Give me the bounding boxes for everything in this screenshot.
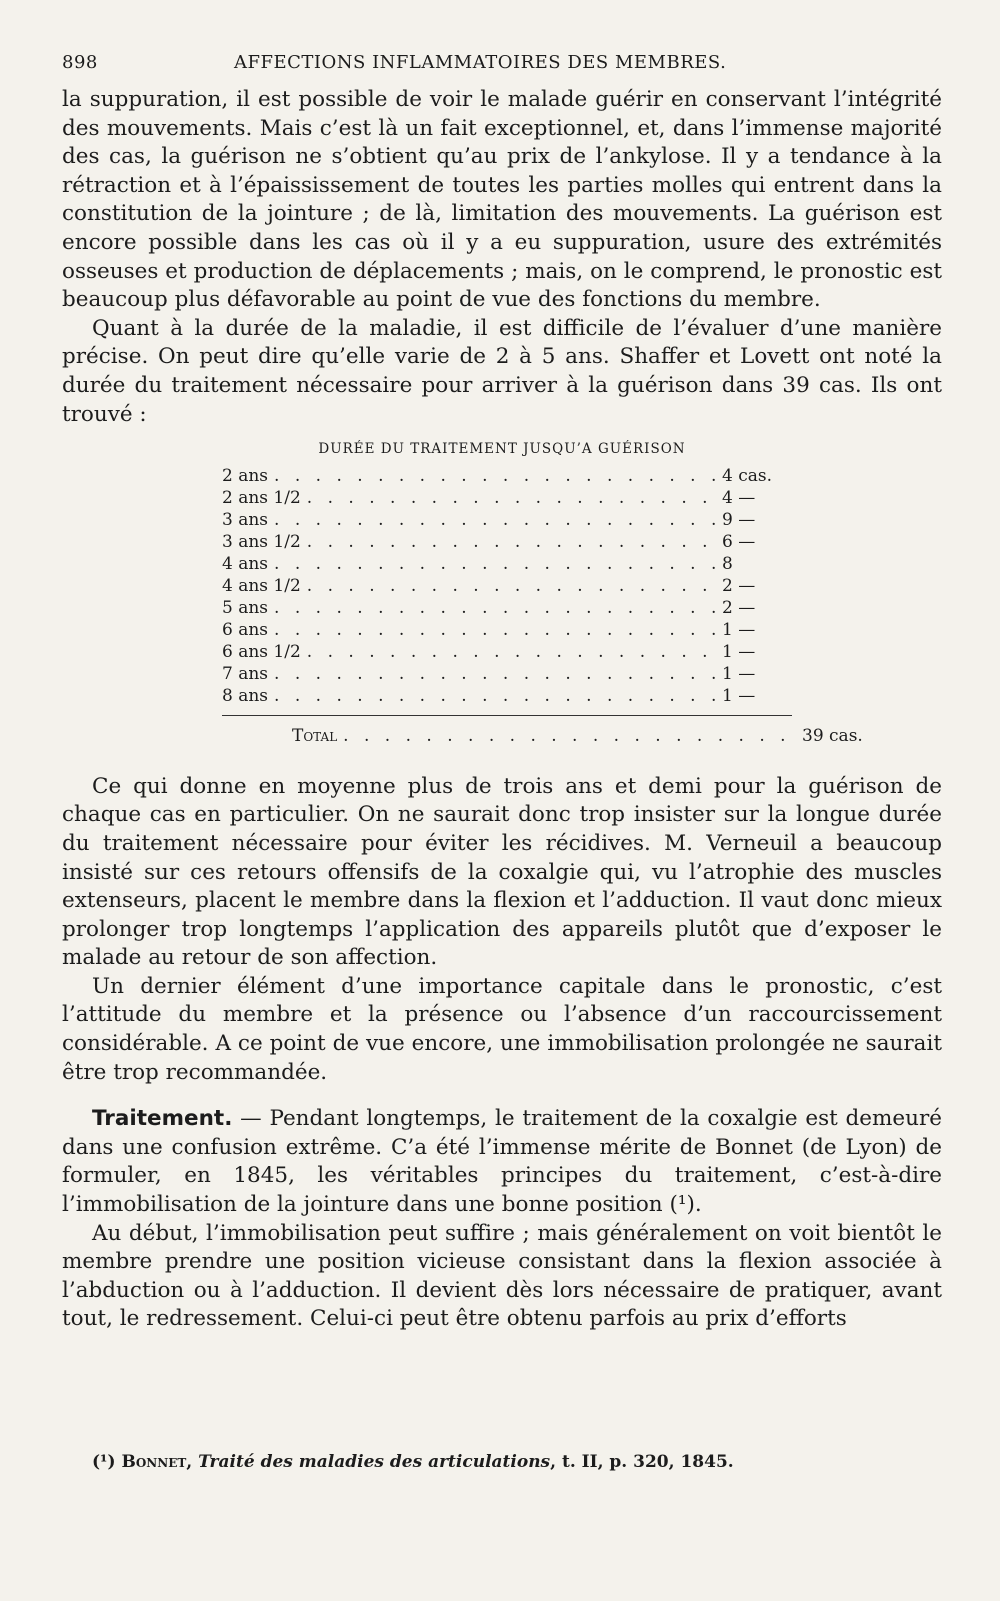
table-row [222,465,792,487]
row-count: 8 [722,554,733,575]
paragraph-6: Au début, l’immobilisation peut suffire ; mais généralement on voit bientôt le membre prendre une position vicieuse consistant dans la flexion associée à l’abduction ou à l’adduction. Il devient dès lors nécessaire de pratiquer, avant tout, le redressement. Celui-ci peut être obtenu parfois au prix d’efforts [62,1220,942,1332]
footnote-rest: , t. II, p. 320, 1845. [550,1452,734,1472]
row-count: 1 — [722,620,756,641]
paragraph-5-text: — Pendant longtemps, le traitement de la coxalgie est demeuré dans une confusion extrême. C’a été l’immense mérite de Bonnet (de Lyon) de formuler, en 1845, les véritables principes du traitement, c’est-à-dire l’immobilisation de la jointure dans une bonne position (¹). [62,1106,942,1218]
row-label: 5 ans [222,598,269,619]
table-row [222,685,792,707]
row-count: 4 — [722,488,756,509]
table-row [222,509,792,531]
table-row [222,663,792,685]
total-label: Total [292,726,338,747]
row-label: 3 ans 1/2 [222,532,301,553]
row-count: 6 — [722,532,756,553]
row-dots [301,487,722,509]
paragraph-4: Un dernier élément d’une importance capitale dans le pronostic, c’est l’attitude du membre et la présence ou l’absence d’un raccourcissement considérable. A ce point de vue encore, une immobilisation prolongée ne saurait être trop recommandée. [62,973,942,1085]
footnote-marker: (¹) [92,1452,122,1472]
row-dots [268,553,722,575]
footnote-work: Traité des maladies des articulations [198,1452,551,1472]
paragraph-1: la suppuration, il est possible de voir le malade guérir en conservant l’intégrité des mouvements. Mais c’est là un fait exceptionnel, et, dans l’immense majorité des cas, la guérison ne s’obtient qu’au prix de l’ankylose. Il y a tendance à la rétraction et à l’épaississement de toutes les parties molles qui entrent dans la constitution de la jointure ; de là, limitation des mouvements. La guérison est encore possible dans les cas où il y a eu suppuration, usure des extrémités osseuses et production de déplacements ; mais, on le comprend, le pronostic est beaucoup plus défavorable au point de vue des fonctions du membre. [62,87,942,313]
table-rule [222,715,792,716]
row-dots [268,509,722,531]
table-row [222,619,792,641]
table-title: DURÉE DU TRAITEMENT JUSQU’A GUÉRISON [318,441,686,458]
row-label: 6 ans 1/2 [222,642,301,663]
row-label: 4 ans 1/2 [222,576,301,597]
table-row [222,575,792,597]
table-row [222,531,792,553]
row-label: 6 ans [222,620,269,641]
row-label: 2 ans 1/2 [222,488,301,509]
row-label: 3 ans [222,510,269,531]
body-text [62,86,942,1334]
footnote [92,1452,942,1472]
row-dots [301,641,722,663]
row-count: 1 — [722,686,756,707]
table-row [222,487,792,509]
row-dots [268,685,722,707]
table-row [222,553,792,575]
paragraph-3: Ce qui donne en moyenne plus de trois ans et demi pour la guérison de chaque cas en particulier. On ne saurait donc trop insister sur la longue durée du traitement nécessaire pour éviter les récidives. M. Verneuil a beaucoup insisté sur ces retours offensifs de la coxalgie qui, vu l’atrophie des muscles extenseurs, placent le membre dans la flexion et l’adduction. Il vaut donc mieux prolonger trop longtemps l’application des appareils plutôt que d’exposer le malade au retour de son affection. [62,773,942,971]
row-count: 1 — [722,642,756,663]
table-row [222,641,792,663]
row-dots [301,531,722,553]
row-count: 2 — [722,576,756,597]
row-count: 9 — [722,510,756,531]
row-label: 7 ans [222,664,269,685]
row-label: 2 ans [222,466,269,487]
paragraph-5 [62,1105,942,1219]
row-label: 8 ans [222,686,269,707]
paragraph-2: Quant à la durée de la maladie, il est difficile de l’évaluer d’une manière précise. On peut dire qu’elle varie de 2 à 5 ans. Shaffer et Lovett ont noté la durée du traitement nécessaire pour arriver à la guérison dans 39 cas. Ils ont trouvé : [62,315,942,427]
row-count: 1 — [722,664,756,685]
row-dots [268,465,722,487]
total-count: 39 cas. [802,726,863,747]
row-count: 2 — [722,598,756,619]
table-spacer [62,751,942,773]
row-dots [268,663,722,685]
row-dots [268,619,722,641]
footnote-author: Bonnet [121,1452,187,1472]
table-row [222,597,792,619]
row-dots [268,597,722,619]
table-total-row [292,722,872,751]
running-title: AFFECTIONS INFLAMMATOIRES DES MEMBRES. [234,52,727,73]
row-count: 4 cas. [722,466,773,487]
row-label: 4 ans [222,554,269,575]
section-heading: Traitement. [92,1106,233,1132]
page-number: 898 [62,52,98,73]
duration-table [222,465,792,707]
row-dots [301,575,722,597]
footnote-sep: , [186,1452,199,1472]
total-dots [337,722,802,751]
